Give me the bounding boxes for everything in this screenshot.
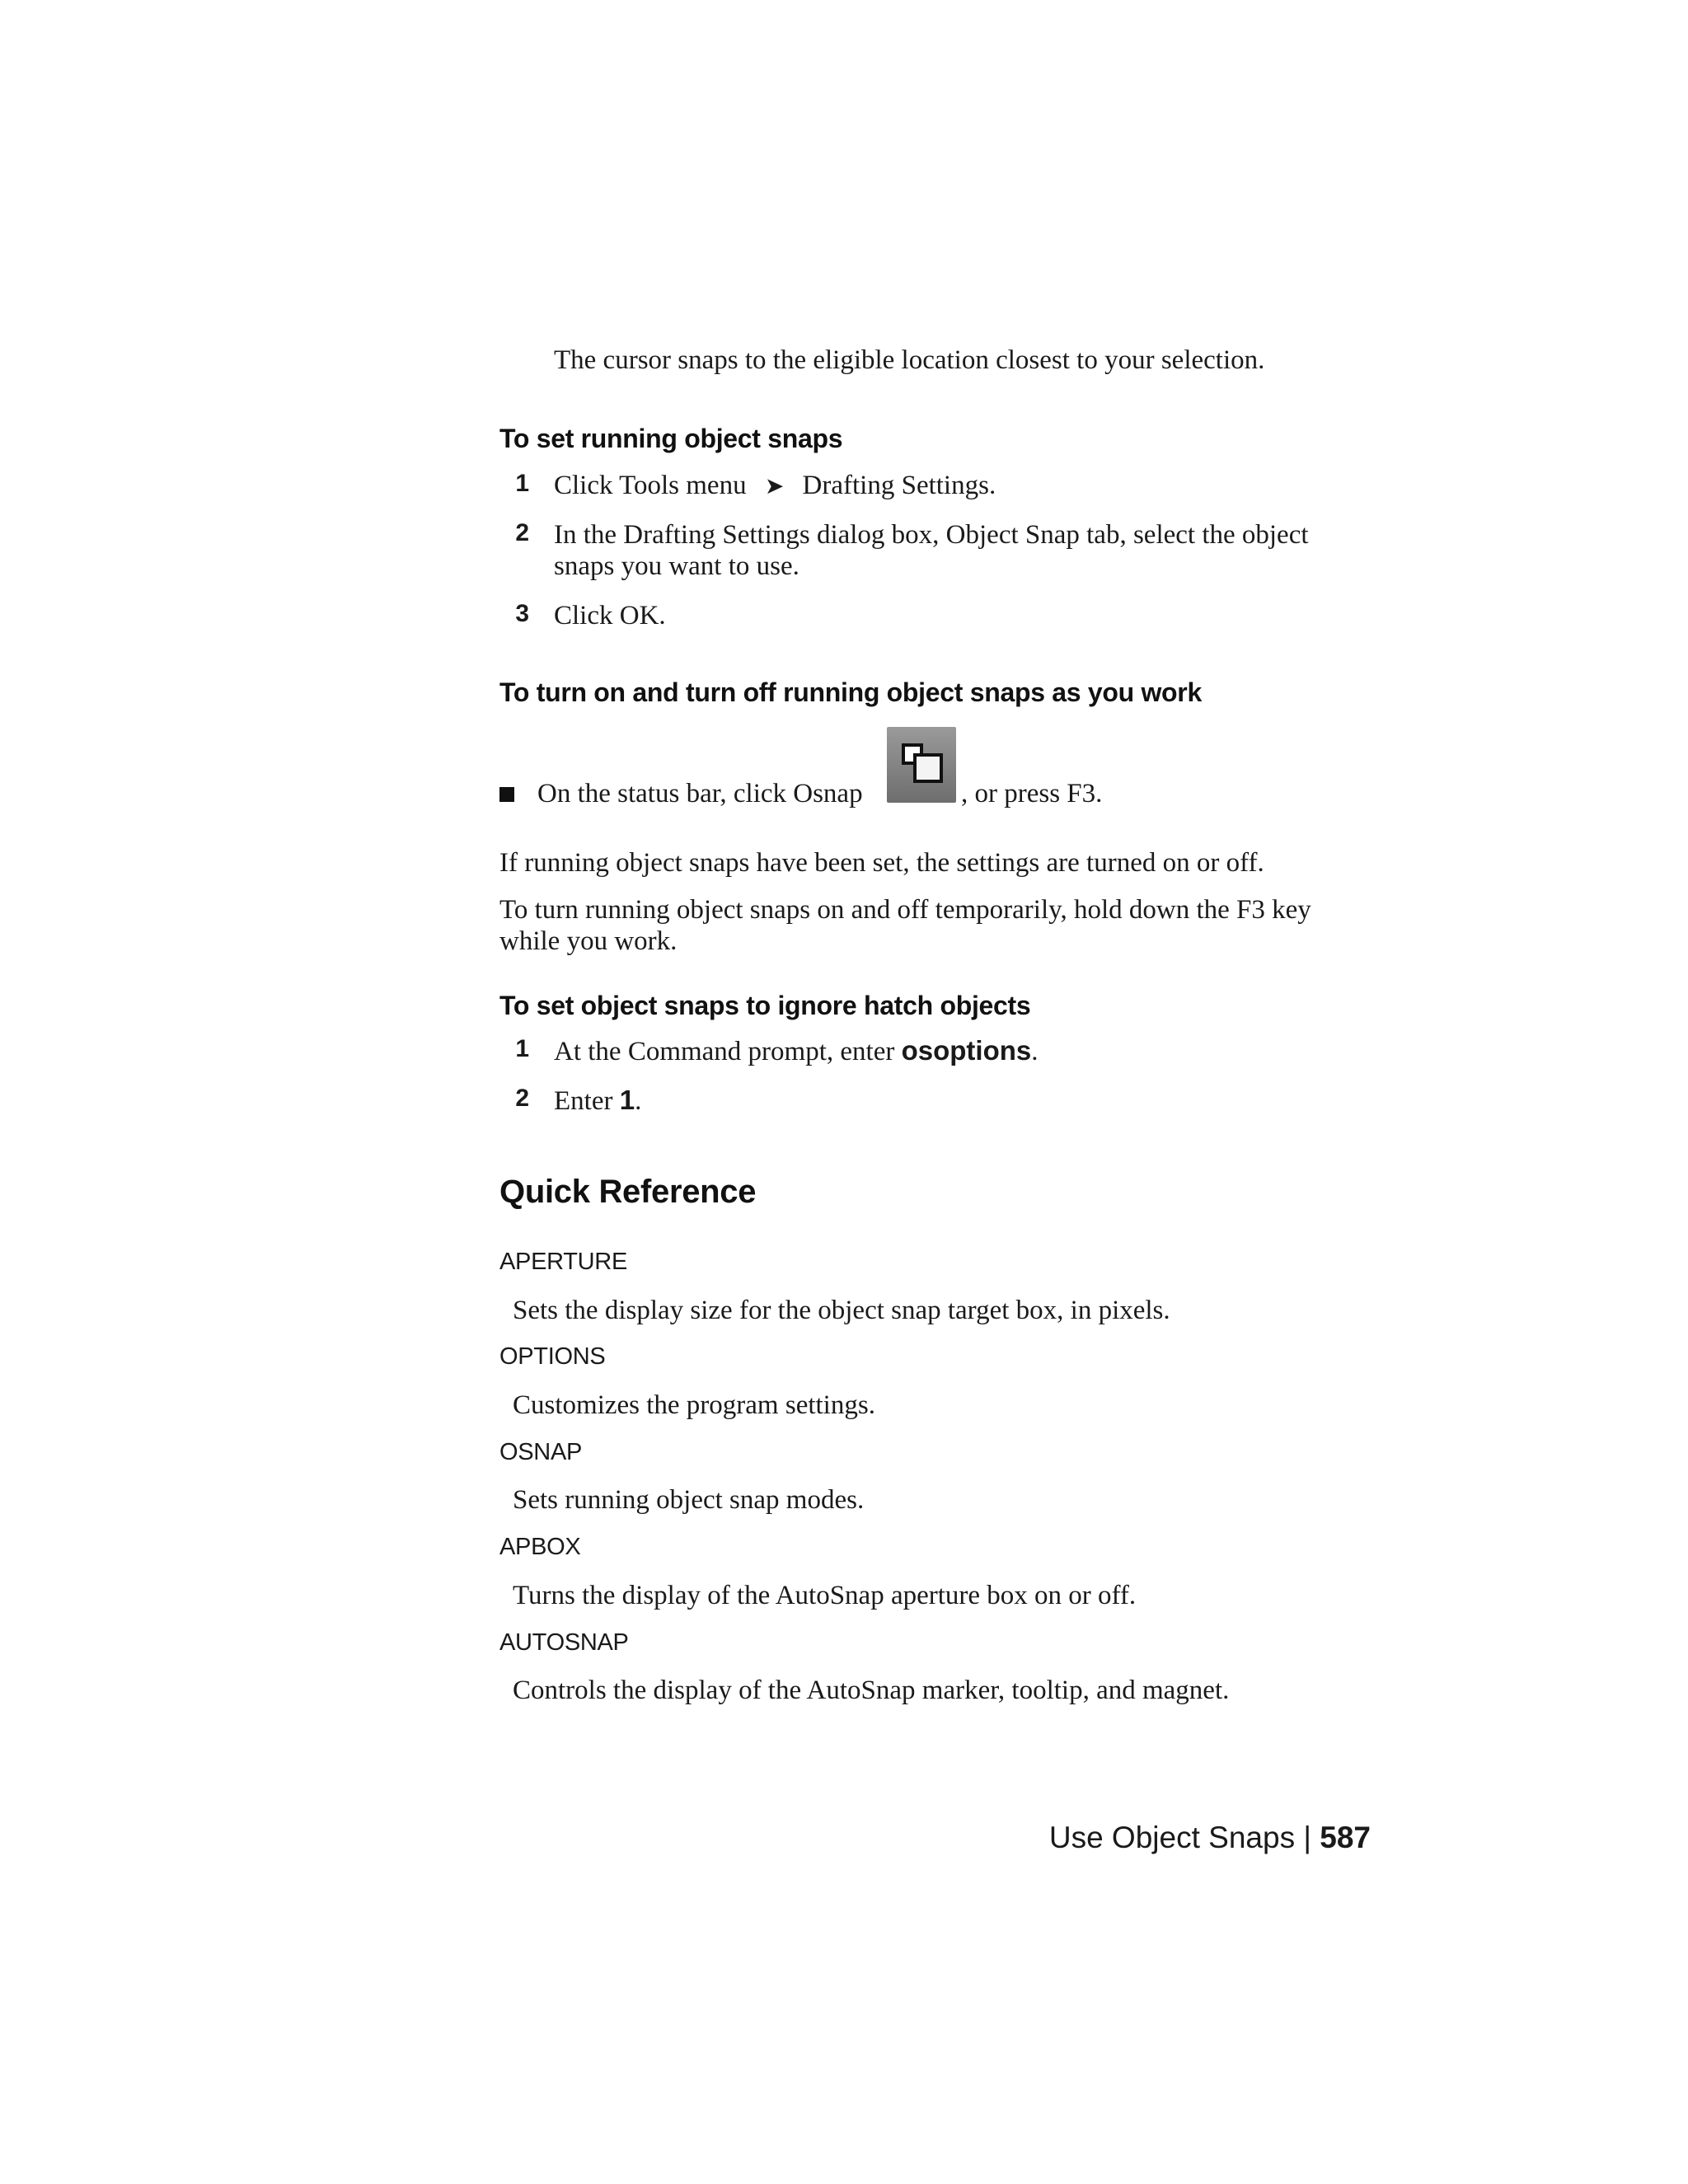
bullet-text-after: , or press F3. [961,779,1103,808]
qr-description: Controls the display of the AutoSnap marker, tooltip, and magnet. [513,1675,1230,1705]
step-text-before: Enter [554,1086,620,1116]
qr-description: Sets running object snap modes. [513,1485,865,1515]
step-text-after: Drafting Settings. [802,471,996,500]
heading-ignore-hatch: To set object snaps to ignore hatch objects [499,991,1031,1020]
step-text [554,1085,641,1117]
bullet-text-before: On the status bar, click Osnap [537,779,863,808]
step-text-before: Click Tools menu [554,471,747,500]
paragraph-line2: while you work. [499,926,678,956]
step-text-before: At the Command prompt, enter [554,1037,902,1066]
step-text-line1: In the Drafting Settings dialog box, Object Snap tab, select the object [554,520,1309,550]
paragraph: If running object snaps have been set, the settings are turned on or off. [499,848,1264,878]
footer-section-title: Use Object Snaps [1048,1821,1296,1854]
bullet-square-icon [499,787,514,802]
step-text-after: . [1031,1037,1039,1066]
qr-command: AUTOSNAP [499,1629,629,1656]
footer-separator: | [1303,1821,1311,1854]
heading-set-running-snaps: To set running object snaps [499,424,843,453]
page-number: 587 [1320,1821,1371,1854]
page-footer [1049,1821,1371,1855]
qr-description: Turns the display of the AutoSnap aperture box on or off. [513,1581,1137,1610]
heading-toggle-running-snaps: To turn on and turn off running object snaps as you work [499,677,1202,707]
qr-description: Sets the display size for the object snap target box, in pixels. [513,1296,1170,1325]
step-text: Click OK. [554,601,666,630]
step-text-line2: snaps you want to use. [554,551,799,581]
qr-command: OPTIONS [499,1343,606,1370]
intro-line: The cursor snaps to the eligible location closest to your selection. [554,345,1265,375]
osnap-glyph [887,727,956,803]
qr-command: APBOX [499,1534,581,1560]
step-text [554,1035,1039,1067]
command-osoptions: osoptions [901,1035,1032,1066]
quick-reference-title: Quick Reference [499,1174,757,1210]
step-text [554,470,996,502]
step-number: 2 [515,519,529,546]
osnap-icon [887,727,956,803]
menu-arrow-icon: ➤ [764,472,785,499]
step-text-after: . [635,1086,642,1116]
qr-command: APERTURE [499,1249,627,1275]
qr-description: Customizes the program settings. [513,1390,875,1420]
paragraph-line1: To turn running object snaps on and off temporarily, hold down the F3 key [499,895,1311,925]
step-number: 2 [515,1085,529,1112]
step-number: 3 [515,600,529,627]
step-number: 1 [515,1035,529,1062]
qr-command: OSNAP [499,1439,583,1465]
step-number: 1 [515,470,529,497]
value-one: 1 [619,1085,635,1115]
